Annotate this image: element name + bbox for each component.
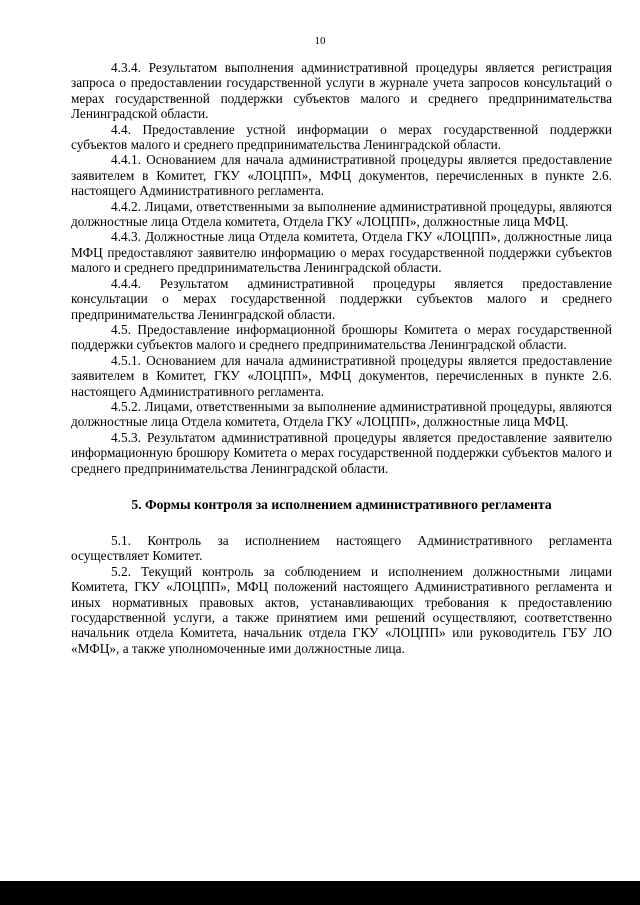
paragraph-4-5-2: 4.5.2. Лицами, ответственными за выполнение административной процедуры, являются должностные лица Отдела комитета, Отдела ГКУ «ЛОЦПП», должностные лица МФЦ.: [71, 398, 612, 430]
section-heading: 5. Формы контроля за исполнением административного регламента: [131, 496, 552, 512]
page-number: 10: [314, 35, 326, 47]
paragraph-4-4-2: 4.4.2. Лицами, ответственными за выполнение административной процедуры, являются должностные лица Отдела комитета, Отдела ГКУ «ЛОЦПП», должностные лица МФЦ.: [71, 198, 612, 230]
paragraph-4-4-3: 4.4.3. Должностные лица Отдела комитета, Отдела ГКУ «ЛОЦПП», должностные лица МФЦ предоставляют заявителю информацию о мерах государственной поддержки субъектов малого и среднего предпринимательства Ленинградской области.: [71, 229, 612, 276]
paragraph-5-2: 5.2. Текущий контроль за соблюдением и исполнением должностными лицами Комитета, ГКУ «ЛОЦПП», МФЦ положений настоящего Административного регламента и иных нормативных правовых актов, устанавливающих требования к предоставлению государственной услуги, а также принятием ими решений осуществляют, соответственно начальник отдела Комитета, начальник отдела ГКУ «ЛОЦПП» или руководитель ГБУ ЛО «МФЦ», а также уполномоченные ими должностные лица.: [71, 563, 612, 656]
paragraph-4-3-4: 4.3.4. Результатом выполнения административной процедуры является регистрация запроса о предоставлении государственной услуги в журнале учета запросов консультаций о мерах государственной поддержки субъектов малого и среднего предпринимательства Ленинградской области.: [71, 60, 612, 122]
paragraph-4-5-1: 4.5.1. Основанием для начала административной процедуры является предоставление заявителем в Комитет, ГКУ «ЛОЦПП», МФЦ документов, перечисленных в пункте 2.6. настоящего Административного регламента.: [71, 352, 612, 399]
paragraph-4-5-3: 4.5.3. Результатом административной процедуры является предоставление заявителю информационную брошюру Комитета о мерах государственной поддержки субъектов малого и среднего предпринимательства Ленинградской области.: [71, 429, 612, 476]
paragraph-5-1: 5.1. Контроль за исполнением настоящего Административного регламента осуществляет Комитет.: [71, 532, 612, 564]
scan-bottom-edge: [0, 881, 640, 905]
document-body: [71, 60, 612, 656]
paragraph-4-4: 4.4. Предоставление устной информации о мерах государственной поддержки субъектов малого и среднего предпринимательства Ленинградской области.: [71, 121, 612, 153]
paragraph-4-4-4: 4.4.4. Результатом административной процедуры является предоставление консультации о мерах государственной поддержки субъектов малого и среднего предпринимательства Ленинградской области.: [71, 275, 612, 322]
paragraph-4-4-1: 4.4.1. Основанием для начала административной процедуры является предоставление заявителем в Комитет, ГКУ «ЛОЦПП», МФЦ документов, перечисленных в пункте 2.6. настоящего Административного регламента.: [71, 152, 612, 199]
paragraph-4-5: 4.5. Предоставление информационной брошюры Комитета о мерах государственной поддержки субъектов малого и среднего предпринимательства Ленинградской области.: [71, 321, 612, 353]
